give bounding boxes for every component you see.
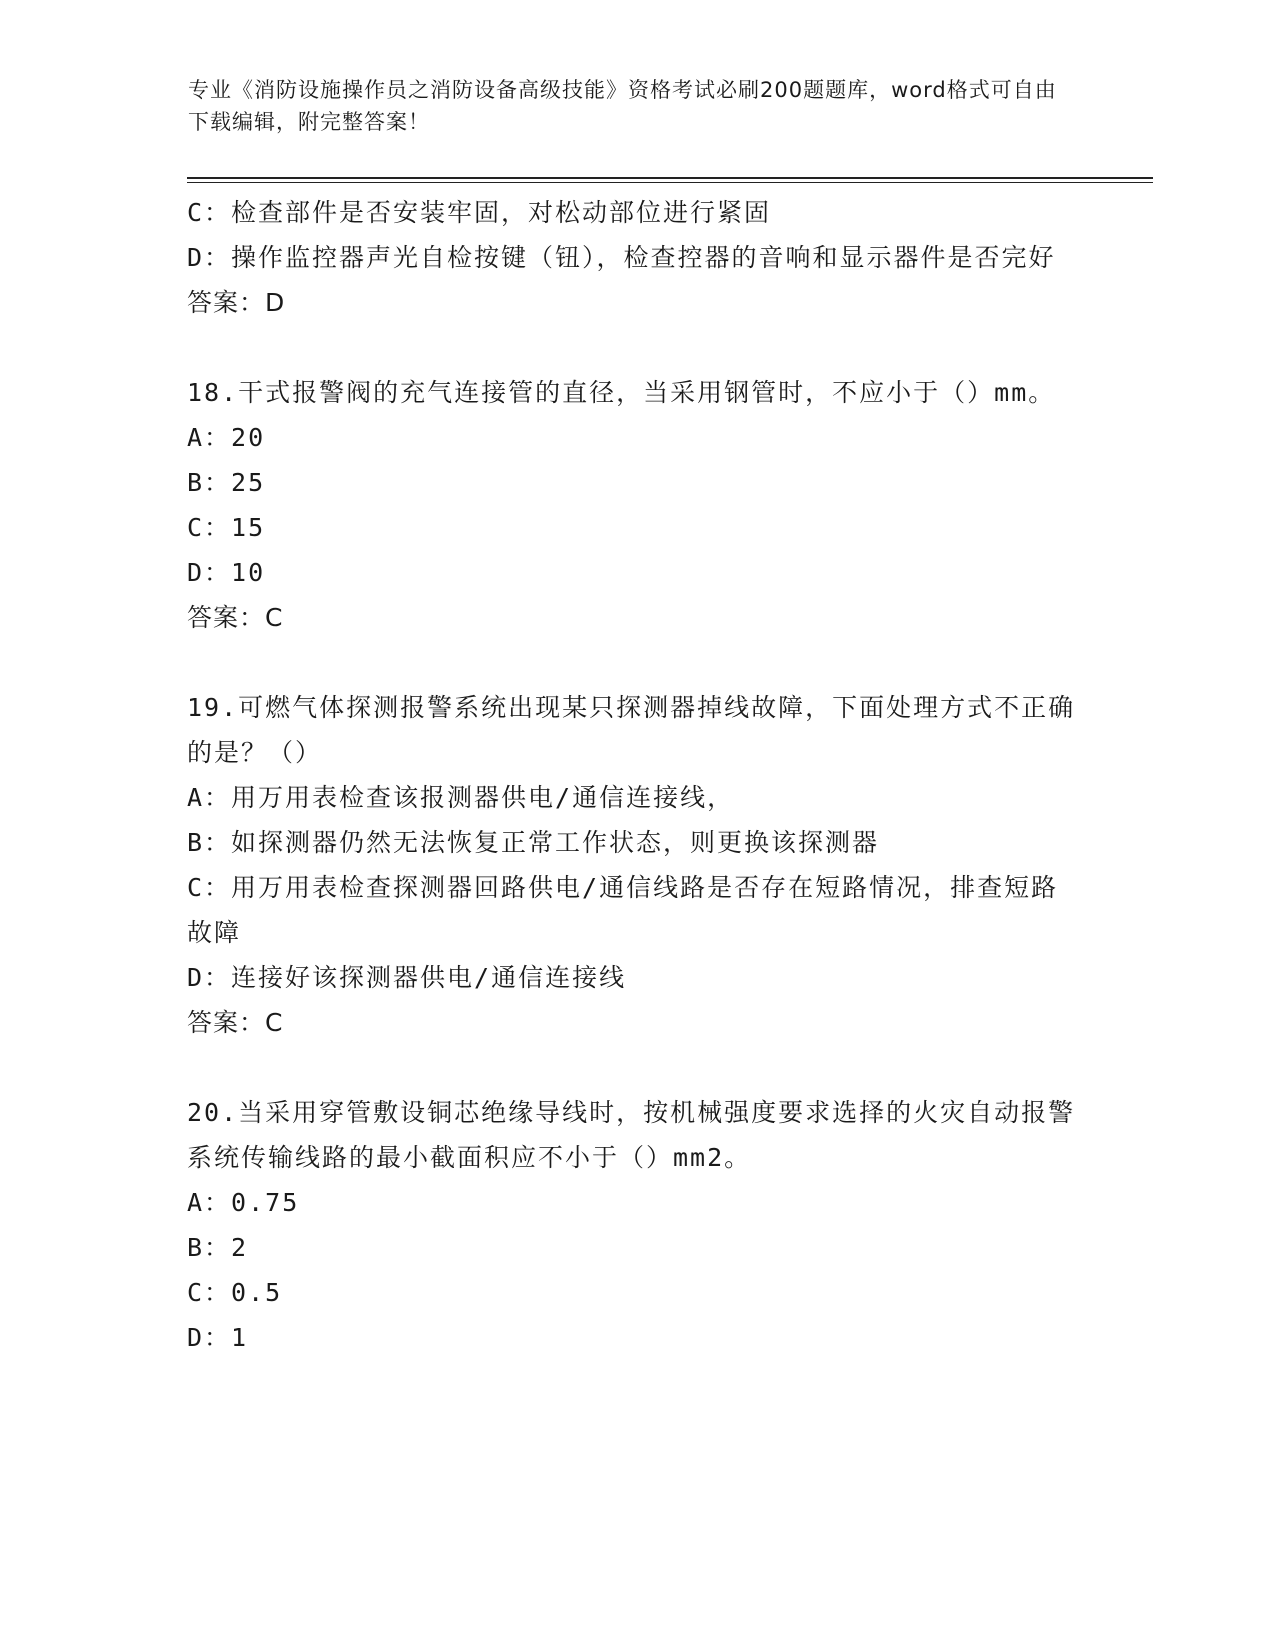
question-19 — [187, 685, 1077, 1045]
option-c: C：15 — [187, 513, 266, 542]
option-d: D：连接好该探测器供电/通信连接线 — [187, 963, 627, 992]
answer-line: 答案：C — [187, 603, 284, 632]
question-18 — [187, 370, 1077, 640]
question-content — [187, 190, 1077, 1360]
option-d: D：1 — [187, 1323, 249, 1352]
option-d: D：操作监控器声光自检按键（钮），检查控器的音响和显示器件是否完好 — [187, 243, 1056, 272]
header-divider-thick — [187, 177, 1153, 179]
option-b: B：2 — [187, 1233, 249, 1262]
option-a: A：0.75 — [187, 1188, 300, 1217]
option-a: A：用万用表检查该报测器供电/通信连接线， — [187, 783, 735, 812]
spacer — [187, 1045, 1077, 1090]
option-d: D：10 — [187, 558, 266, 587]
option-c: C：0.5 — [187, 1278, 283, 1307]
option-b: B：25 — [187, 468, 266, 497]
option-c: C：用万用表检查探测器回路供电/通信线路是否存在短路情况，排查短路故障 — [187, 873, 1059, 947]
document-header: 专业《消防设施操作员之消防设备高级技能》资格考试必刷200题题库，word格式可自由下载编辑，附完整答案！ — [188, 78, 1057, 134]
question-20 — [187, 1090, 1077, 1360]
option-c: C：检查部件是否安装牢固，对松动部位进行紧固 — [187, 198, 772, 227]
header-divider-thin — [187, 182, 1153, 183]
spacer — [187, 640, 1077, 685]
answer-line: 答案：C — [187, 1008, 284, 1037]
question-stem: 20.当采用穿管敷设铜芯绝缘导线时，按机械强度要求选择的火灾自动报警系统传输线路的最小截面积应不小于（）mm2。 — [187, 1098, 1076, 1172]
option-a: A：20 — [187, 423, 266, 452]
option-b: B：如探测器仍然无法恢复正常工作状态，则更换该探测器 — [187, 828, 880, 857]
answer-line: 答案：D — [187, 288, 286, 317]
spacer — [187, 325, 1077, 370]
previous-question-tail — [187, 190, 1077, 325]
question-stem: 18.干式报警阀的充气连接管的直径，当采用钢管时，不应小于（）mm。 — [187, 378, 1056, 407]
question-stem: 19.可燃气体探测报警系统出现某只探测器掉线故障，下面处理方式不正确的是？（） — [187, 693, 1076, 767]
